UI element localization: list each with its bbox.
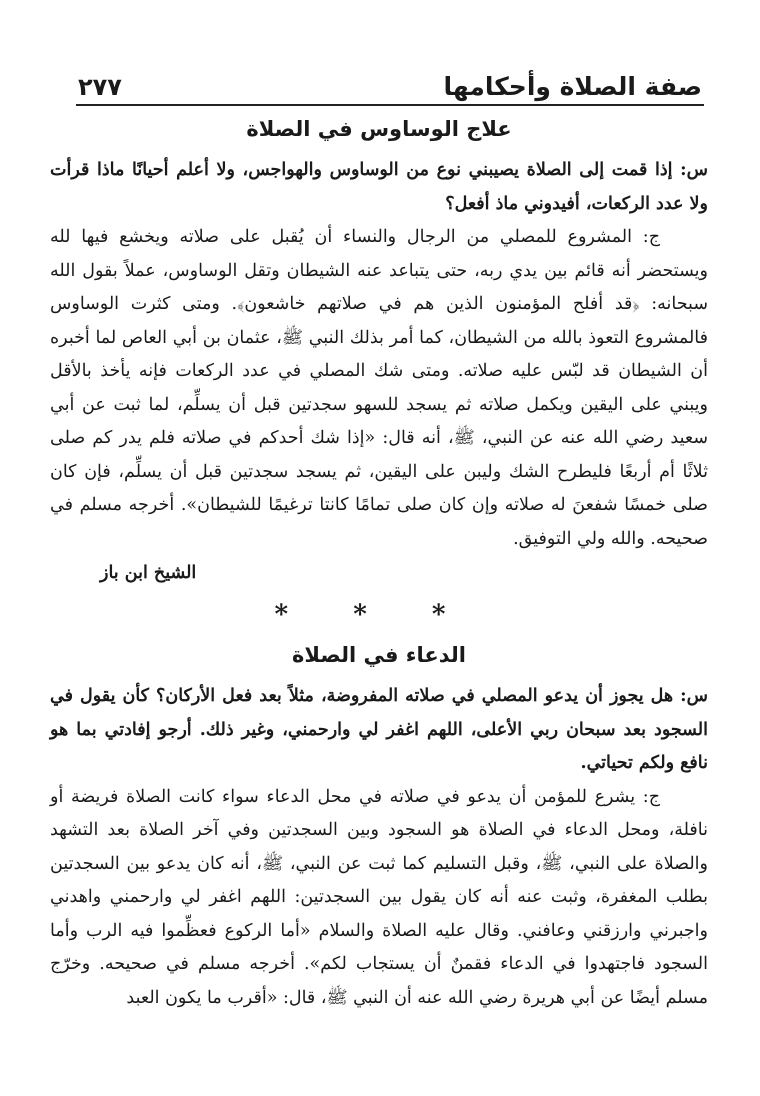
- section-title-waswas: علاج الوساوس في الصلاة: [246, 117, 512, 141]
- answer-dua: ج: يشرع للمؤمن أن يدعو في صلاته في محل الدعاء سواء كانت الصلاة فريضة أو نافلة، ومحل الدعاء في الصلاة هو السجود وبين السجدتين وفي آخر الصلاة بعد التشهد والصلاة على النبي، ﷺ، وقبل التسليم كما ثبت عن النبي، ﷺ، أنه كان يدعو بين السجدتين بطلب المغفرة، وثبت عنه أنه كان يقول بين السجدتين: اللهم اغفر لي وارحمني واهدني واجبرني وارزقني وعافني. وقال عليه الصلاة والسلام «أما الركوع فعظِّموا فيه الرب وأما السجود فاجتهدوا في الدعاء فقمنٌ أن يستجاب لكم». أخرجه مسلم في صحيحه. وخرّج مسلم أيضًا عن أبي هريرة رضي الله عنه أن النبي ﷺ، قال: «أقرب ما يكون العبد: [50, 786, 708, 1008]
- section-title-dua: الدعاء في الصلاة: [292, 643, 466, 667]
- running-title: صفة الصلاة وأحكامها: [443, 72, 702, 101]
- answer-waswas: ج: المشروع للمصلي من الرجال والنساء أن يُقبل على صلاته ويخشع فيها لله ويستحضر أنه قائم بين يدي ربه، حتى يتباعد عنه الشيطان وتقل الوساوس، عملاً بقول الله سبحانه: ﴿قد أفلح المؤمنون الذين هم في صلاتهم خاشعون﴾. ومتى كثرت الوساوس فالمشروع التعوذ بالله من الشيطان، كما أمر بذلك النبي ﷺ، عثمان بن أبي العاص لما أخبره أن الشيطان قد لبّس عليه صلاته. ومتى شك المصلي في عدد الركعات فإنه يأخذ بالأقل ويبني على اليقين ويكمل صلاته ثم يسجد للسهو سجدتين قبل أن يسلِّم، لما ثبت عن أبي سعيد رضي الله عنه عن النبي، ﷺ، أنه قال: «إذا شك أحدكم في صلاته فلم يدر كم صلى ثلاثًا أم أربعًا فليطرح الشك وليبن على اليقين، ثم يسجد سجدتين قبل أن يسلِّم، فإن كان صلى خمسًا شفعنَ له صلاته وإن كان صلى تمامًا كانتا ترغيمًا للشيطان». أخرجه مسلم في صحيحه. والله ولي التوفيق.: [50, 227, 708, 549]
- question-waswas: س: إذا قمت إلى الصلاة يصيبني نوع من الوساوس والهواجس، ولا أعلم أحيانًا ماذا قرأت ولا عدد الركعات، أفيدوني ماذ أفعل؟: [50, 160, 708, 214]
- section-separator: * * *: [274, 600, 474, 630]
- running-header: [78, 62, 702, 102]
- question-dua: س: هل يجوز أن يدعو المصلي في صلاته المفروضة، مثلاً بعد فعل الأركان؟ كأن يقول في السجود بعد سبحان ربي الأعلى، اللهم اغفر لي وارحمني، وغير ذلك. أرجو إفادتي بما هو نافع ولكم تحياتي.: [50, 686, 708, 773]
- section-waswas: [50, 112, 708, 588]
- page-number: ٢٧٧: [78, 73, 122, 101]
- signature-ibn-baz: الشيخ ابن باز: [100, 563, 197, 583]
- section-dua: [50, 638, 708, 1015]
- page-content: [50, 112, 708, 1015]
- header-rule: [76, 104, 704, 106]
